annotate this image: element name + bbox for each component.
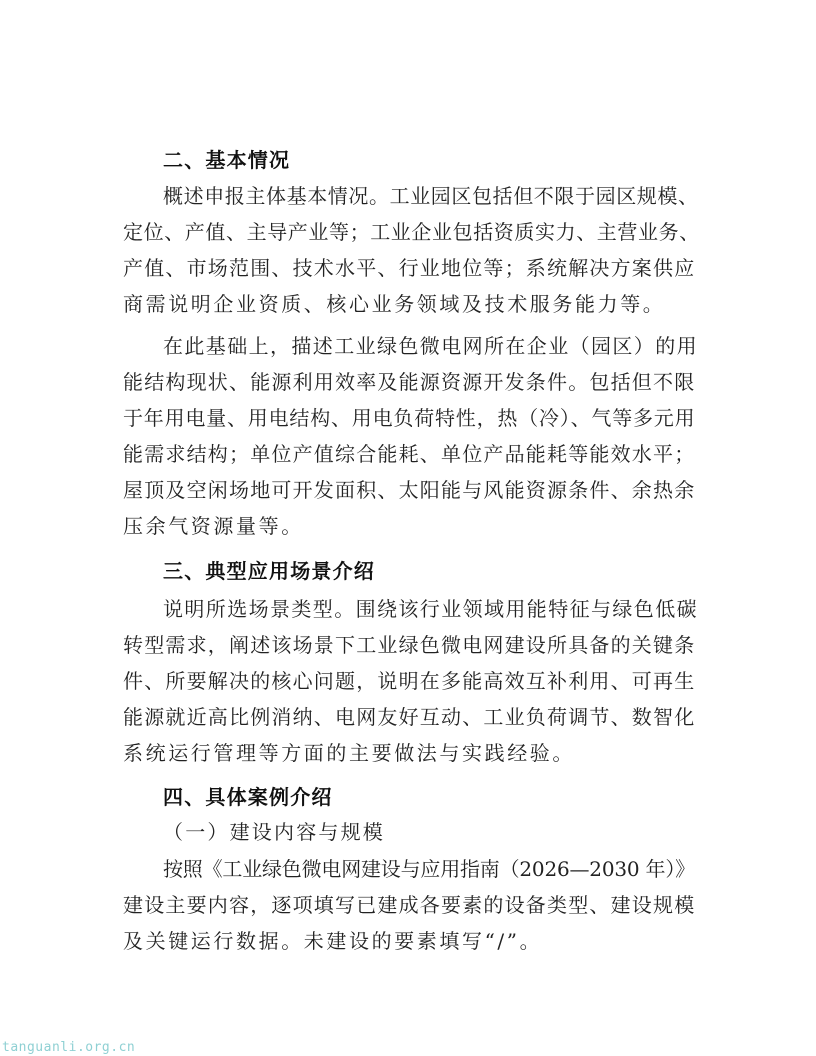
section-heading-case: 四、具体案例介绍 — [163, 785, 333, 809]
section-heading-scenario: 三、典型应用场景介绍 — [163, 559, 375, 583]
paragraph-line: 定位、产值、主导产业等；工业企业包括资质实力、主营业务、 — [123, 220, 700, 244]
paragraph-line: 能源就近高比例消纳、电网友好互动、工业负荷调节、数智化 — [123, 705, 696, 729]
paragraph-line: 压余气资源量等。 — [123, 514, 304, 538]
paragraph-line: 及关键运行数据。未建设的要素填写“/”。 — [123, 929, 543, 953]
paragraph-line: 商需说明企业资质、核心业务领域及技术服务能力等。 — [123, 292, 666, 316]
paragraph-line: 系统运行管理等方面的主要做法与实践经验。 — [123, 741, 575, 765]
paragraph-line: 件、所要解决的核心问题，说明在多能高效互补利用、可再生 — [123, 669, 696, 693]
sub-heading-construction: （一）建设内容与规模 — [163, 820, 385, 844]
paragraph-line: 屋顶及空闲场地可开发面积、太阳能与风能资源条件、余热余 — [123, 478, 696, 502]
paragraph-line: 产值、市场范围、技术水平、行业地位等；系统解决方案供应 — [123, 256, 696, 280]
paragraph-line: 转型需求，阐述该场景下工业绿色微电网建设所具备的关键条 — [123, 633, 696, 657]
section-heading-basic-info: 二、基本情况 — [163, 148, 291, 172]
paragraph-line: 建设主要内容，逐项填写已建成各要素的设备类型、建设规模 — [123, 893, 696, 917]
paragraph-line: 能需求结构；单位产值综合能耗、单位产品能耗等能效水平； — [123, 442, 696, 466]
paragraph-line: 于年用电量、用电结构、用电负荷特性，热（冷）、气等多元用 — [123, 406, 696, 430]
paragraph-line: 概述申报主体基本情况。工业园区包括但不限于园区规模、 — [163, 184, 699, 208]
paragraph-line: 说明所选场景类型。围绕该行业领域用能特征与绿色低碳 — [163, 597, 698, 621]
paragraph-line: 在此基础上，描述工业绿色微电网所在企业（园区）的用 — [163, 334, 698, 358]
watermark: tanguanli.org.cn — [2, 1040, 136, 1055]
paragraph-line: 能结构现状、能源利用效率及能源资源开发条件。包括但不限 — [123, 370, 696, 394]
paragraph-line: 按照《工业绿色微电网建设与应用指南（2026—2030 年）》 — [163, 857, 695, 881]
